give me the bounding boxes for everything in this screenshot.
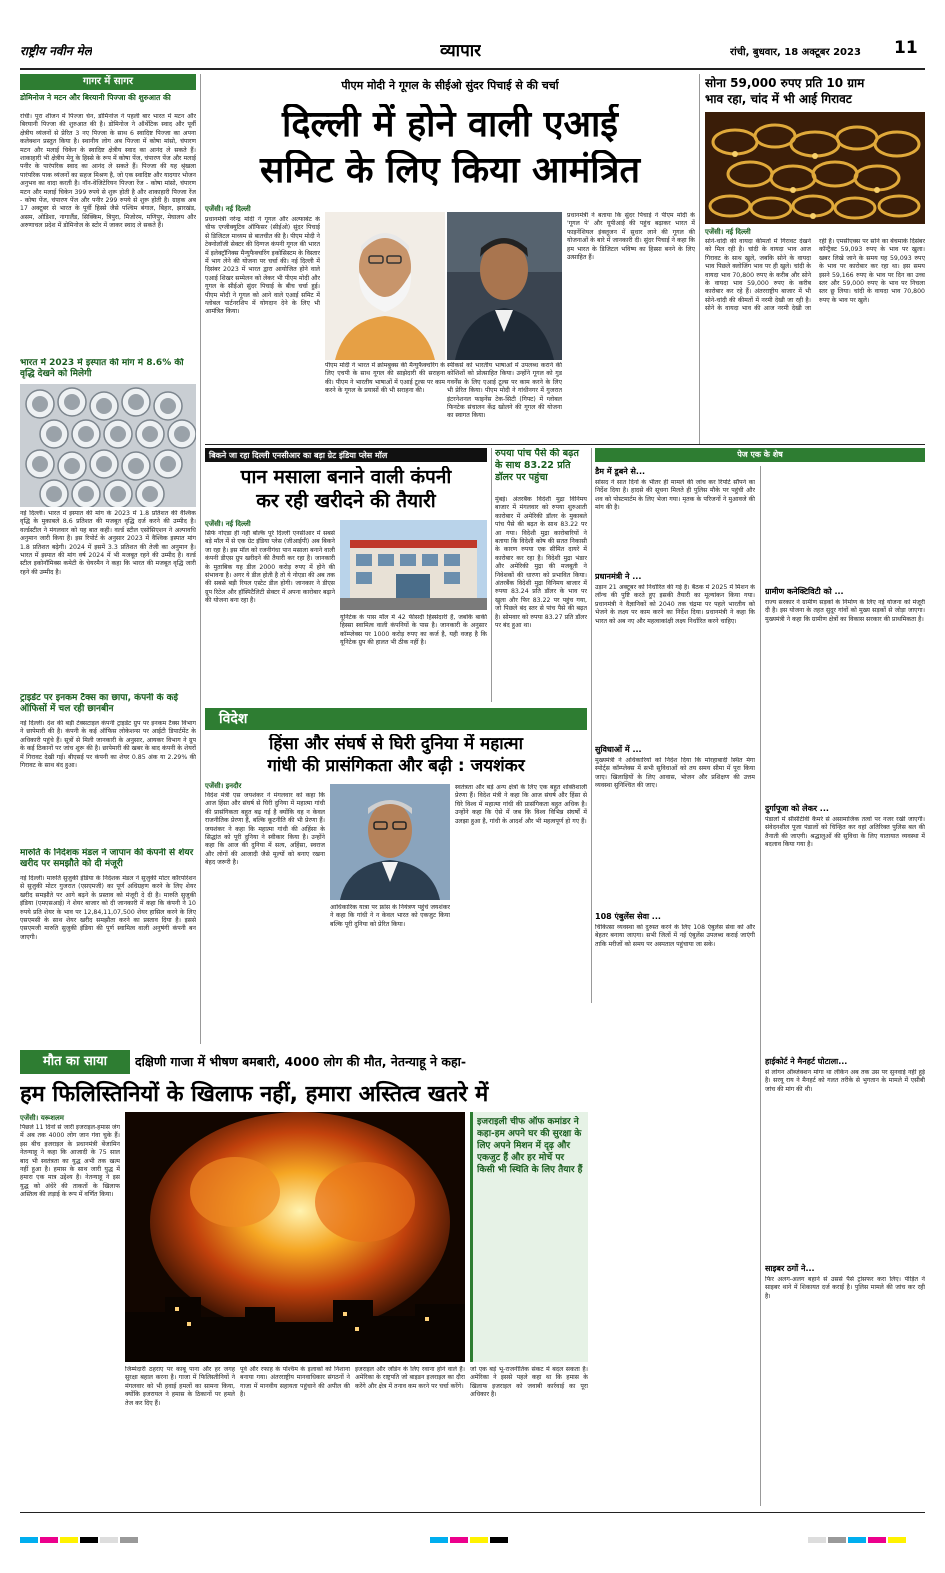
sidebar-story4-headline: मारुति के निदेशक मंडल ने जापान की कंपनी से शेयर खरीद पर समझौते को दी मंजूरी	[20, 848, 194, 869]
sidebar-story2-headline: भारत में 2023 में इस्पात की मांग में 8.6% की वृद्धि देखने को मिलेगी	[20, 358, 184, 379]
gaza-kicker: दक्षिणी गाजा में भीषण बमबारी, 4000 लोग की मौत, नेतन्याहू ने कहा-	[135, 1054, 467, 1069]
rupee-headline: रुपया पांच पैसे की बढ़त के साथ 83.22 प्रति डॉलर पर पहुंचा	[495, 448, 579, 483]
lead-body-left: प्रधानमंत्री नरेन्द्र मोदी ने गूगल और अल्फाबेट के चीफ एग्जीक्यूटिव ऑफिसर (सीईओ) सुंदर पिचाई से डिजिटल माध्यम से बातचीत की है। पीएम मोदी ने टेक्नोलॉजी सेक्टर की दिग्गज कंपनी गूगल की भारत में इलेक्ट्रॉनिक्स मैन्युफैक्चरिंग इकोसिस्टम के विस्तार में भाग लेने की योजना पर चर्चा की। नई दिल्ली में दिसंबर 2023 में भारत द्वारा आयोजित होने वाले एआई शिखर सम्मेलन को लेकर भी पीएम मोदी और गूगल के सीईओ सुंदर पिचाई के बीच चर्चा हुई। पीएम मोदी ने गूगल को आने वाले एआई समिट में ग्लोबल पार्टनरशिप में योगदान देने के लिए भी आमंत्रित किया।	[205, 216, 320, 316]
mall-headline-line2: कर रही खरीदने की तैयारी	[256, 490, 436, 512]
gaza-sidebar-body: जो एक बड़े भू-राजनीतिक संकट में बदल सकता है। अमेरिका ने इससे पहले कहा था कि हमास के खिलाफ इजराइल को जवाबी कार्रवाई का पूरा अधिकार है।	[470, 1366, 588, 1399]
page-one-sec7-body: से लोगन ऑब्जेक्शन मांगा था लेकिन अब तक उस पर सुनवाई नहीं हुई है। सरयू राय ने मैनहर्ट को गलत तरीके से भुगतान के मामले में एसीबी जांच की मांग की थी।	[765, 1069, 925, 1093]
sidebar-label	[20, 74, 196, 90]
videsh-photo-caption: आधिकारिक यात्रा पर फ्रांस के नियंत्रण पहुंचे जयशंकर ने कहा कि गांधी ने न केवल भारत को एकजुट किया बल्कि पूरी दुनिया को प्रेरित किया।	[330, 904, 450, 928]
gaza-body4: इजराइल और जॉर्डन के लिए रवाना होने वाले हैं। अमेरिका के राष्ट्रपति जो बाइडन इजराइल का दौरा करेंगे और क्षेत्र में तनाव कम करने पर चर्चा करेंगे।	[355, 1366, 465, 1390]
sidebar-story4-body: नई दिल्ली। मारुति सुजुकी इंडिया के निदेशक मंडल ने सुजुकी मोटर कॉरपोरेशन से सुजुकी मोटर गुजरात (एसएमजी) का पूर्ण अधिग्रहण करने के लिए शेयर खरीद समझौते पर आगे बढ़ने के प्रस्ताव को मंजूरी दे दी है। मारुति सुजुकी इंडिया (एमएसआई) ने शेयर बाजार को दी जानकारी में कहा कि कंपनी ने 10 रुपये प्रति शेयर के भाव पर 12,84,11,07,500 शेयर हासिल करने के लिए एसएमसी के साथ शेयर खरीद समझौता करने का प्रस्ताव दिया है। इससे एसएमजी मारुति सुजुकी इंडिया की पूर्ण स्वामित्व वाली अनुषंगी कंपनी बन जाएगी।	[20, 875, 196, 941]
sidebar-story3-headline: ट्राइडेंट पर इनकम टैक्स का छापा, कंपनी के कई ऑफिसों में चल रही छानबीन	[20, 693, 179, 714]
lead-bottom-rule	[205, 444, 925, 445]
page-one-sec1-body: सांसद ने सात दिनों के भीतर ही मामले की जांच कर रिपोर्ट सौंपने का निर्देश दिया है। हादसे की सूचना मिलते ही पुलिस मौके पर पहुंची और शव को पोस्टमार्टम के लिए भेजा गया। मृतक के परिजनों ने मुआवजे की मांग की है।	[595, 479, 755, 512]
sidebar-story1-body: रांची। पूरा शीजन में पिज्जा चेन, डोमिनोज ने पहली बार भारत में मटन और बिरयानी पिज्जा की शुरुआत की है। डोमिनोज ने ऑथेंटिक स्वाद और पूर्वी क्षेत्रीय व्यंजनों से प्रेरित 3 नए पिज्जा के साथ 6 स्वादिष्ट पिज्जा का अपना कलेक्शन प्रस्तुत किया है। स्थानीय लोग अब पिज्जा में कोषा मांसो, चंपारण मटन और मलाई चिकेन के स्वादिष्ट क्षेत्रीय स्वाद का आनंद ले सकते हैं। शाकाहारी भी क्षेत्रीय मेनू के हिस्से के रूप में कोषा पेंज, चंपारण पेंज और मलाई पनीर के पारंपरिक स्वाद का आनंद ले सकते हैं। पिज्जा की यह श्रृंखला पारंपरिक पाक व्यंजनों का सहज मिश्रण है, जो एक स्वादिष्ट और यादगार भोजन अनुभव का वादा करती है। नॉन-वेजिटेरियन पिज्जा रेंज - कोषा मांसो, चंपारण मटन और मलाई चिकेन 399 रुपये से शुरू होती है और शाकाहारी पिज्जा रेंज - कोषा पेंज, चंपारण पेंज और पनीर 299 रुपये से शुरू होती है। ग्राहक अब 17 अक्टूबर से भारत के पूर्वी हिस्से जैसे पश्चिम बंगाल, बिहार, झारखंड, असम, ओडिशा, नागालैंड, सिक्किम, त्रिपुरा, मिजोरम, मणिपुर, मेघालय और अरुणाचल प्रदेश में डोमिनोज के स्टोर में जाकर स्वाद ले सकते हैं।	[20, 113, 196, 230]
steel-pipes-photo	[20, 384, 196, 507]
sidebar-story3-body: नई दिल्ली। देश की बड़ी टेक्सटाइल कंपनी ट्राइडेंट ग्रुप पर इनकम टैक्स विभाग ने छापेमारी की है। कंपनी के कई ऑफिस लोकेशन्स पर आईटी डिपार्टमेंट के अधिकारी पहुंचे हैं। सूत्रों से मिली जानकारी के अनुसार, आयकर विभाग ने ग्रुप के कई ठिकानों पर जांच शुरू की है। छापेमारी की खबर के बाद कंपनी के शेयरों में गिरावट देखी गई। बीएसई पर कंपनी का शेयर 0.85 अंक या 2.29% की गिरावट के साथ बंद हुआ।	[20, 720, 196, 770]
gaza-headline: हम फिलिस्तिनियों के खिलाफ नहीं, हमारा अस्तित्व खतरे में	[20, 1082, 489, 1107]
page-one-divider	[760, 466, 761, 1506]
gaza-byline: एजेंसी। यरूशलम	[20, 1114, 64, 1122]
lead-body-mid: स्पीकर्स को भारतीय भाषाओं में उपलब्ध कराने की कोशिशों को प्रोत्साहित किया। उन्होंने गूगल को गुड गवर्नेंस के लिए एआई टूल्स पर काम करने के लिए भी प्रेरित किया। पीएम मोदी ने गांधीनगर में गुजरात इंटरनेशनल फाइनेंस टेक-सिटी (गिफ्ट) में ग्लोबल फिनटेक संचालन केंद्र खोलने की गूगल की योजना का स्वागत किया।	[447, 362, 562, 420]
footer-rule	[20, 1512, 925, 1513]
gaza-sidebar-headline: इजराइली चीफ ऑफ कमांडर ने कहा-हम अपने घर की सुरक्षा के लिए अपने मिशन में दृढ़ और एकजुट हैं और हर मोर्चे पर किसी भी स्थिति के लिए तैयार हैं	[477, 1117, 583, 1175]
gaza-bombing-photo	[125, 1112, 465, 1362]
lead-divider	[699, 74, 700, 444]
page-one-sec4-title: 108 एंबुलेंस सेवा ...	[595, 912, 661, 921]
gold-headline-line2: भाव रहा, चांद में भी आई गिरावट	[705, 92, 852, 106]
videsh-label	[205, 708, 587, 730]
page-one-sec3-title: सुविधाओं में ...	[595, 745, 642, 754]
color-registration-strip-right	[808, 1528, 925, 1536]
videsh-body2: स्वतंत्रता और बड़े अन्य क्षेत्रों के लिए एक बहुत शक्तिशाली प्रेरणा हैं। विदेश मंत्री ने कहा कि आज संघर्ष और हिंसा से घिरे विश्व में महात्मा गांधी की प्रासंगिकता बहुत अधिक है। उन्होंने कहा कि ऐसे में जब कि विश्व विभिन्न संघर्षों में उलझा हुआ है, गांधी के आदर्श और भी महत्वपूर्ण हो गए हैं।	[455, 784, 587, 825]
mall-body2: यूनिटेक के पास मॉल में 42 फीसदी हिस्सेदारी है, जबकि बाकी हिस्सा स्वामित्व वाली कंपनियों के पास है। जानकारी के अनुसार कॉम्प्लेक्स पर 1000 करोड़ रुपए का कर्ज है, यही वजह है कि यूनिटेक ग्रुप की हालत भी ठीक नहीं है।	[340, 614, 487, 647]
page-one-col2	[765, 466, 925, 1508]
sidebar-story2-body: नई दिल्ली। भारत में इस्पात की मांग के 2023 में 1.8 प्रतिशत की वैश्विक वृद्धि के मुकाबले 8.6 प्रतिशत की मजबूत वृद्धि दर्ज करने की उम्मीद है। वर्ल्डस्टील ने मंगलवार को यह बात कही। वर्ल्ड स्टील एसोसिएशन ने अल्पावधि अनुमान जारी किया है। इस रिपोर्ट के अनुसार 2023 में वैश्विक इस्पात मांग 1.8 प्रतिशत बढ़ेगी। 2024 में इसमें 3.3 प्रतिशत की तेजी का अनुमान है। भारत में इस्पात की मांग वर्ष 2024 में भी मजबूत रहने की उम्मीद है। वर्ल्ड स्टील इकोनॉमिक्स कमेटी के चेयरमैन ने कहा कि भारत की मजबूत वृद्धि जारी रहने की उम्मीद है।	[20, 510, 196, 576]
page-one-sec8-body: फिर अलग-अलग बहाने से उससे पैसे ट्रांसफर करा लिए। पीड़ित ने साइबर थाने में शिकायत दर्ज कराई है। पुलिस मामले की जांच कर रही है।	[765, 1276, 925, 1300]
mall-photo	[340, 520, 487, 610]
dateline: रांची, बुधवार, 18 अक्टूबर 2023	[730, 47, 861, 58]
modi-photo	[325, 212, 445, 360]
mall-headline-line1: पान मसाला बनाने वाली कंपनी	[240, 466, 452, 488]
page-one-sec6-title: दुर्गापूजा को लेकर ...	[765, 804, 829, 813]
color-registration-strip-center	[430, 1528, 520, 1536]
mall-byline: एजेंसी। नई दिल्ली	[205, 520, 251, 528]
videsh-headline-line2: गांधी की प्रासंगिकता और बढ़ी : जयशंकर	[267, 756, 525, 776]
videsh-byline: एजेंसी। इनदौर	[205, 782, 242, 790]
page-one-label	[595, 448, 925, 462]
mall-divider	[491, 448, 492, 702]
page-one-sec5-title: ग्रामीण कनेक्टिविटी को ...	[765, 587, 844, 596]
sidebar-story1-headline: डोमिनोज ने मटन और बिरयानी पिज्जा की शुरुआत की	[20, 93, 171, 102]
lead-byline: एजेंसी। नई दिल्ली	[205, 205, 251, 213]
lead-photo-caption: पीएम मोदी ने भारत में क्रोमबुक्स की मैन्युफैक्चरिंग के लिए एचपी के साथ गूगल की साझेदारी की सराहना की। पीएम ने भारतीय भाषाओं में एआई टूल्स पर काम करने के गूगल के प्रयासों की भी सराहना की।	[325, 362, 445, 395]
videsh-label-text: विदेश	[219, 711, 248, 727]
sidebar-divider	[200, 74, 201, 1044]
pichai-photo	[447, 212, 562, 360]
page-one-sec1-title: डैम में डूबने से...	[595, 467, 646, 476]
page-one-sec2-body: उड़ान 21 अक्टूबर को निर्धारित की गई है। बैठक में 2025 में मिशन के लॉन्च की पुष्टि करते हुए इसकी तैयारी का मूल्यांकन किया गया। प्रधानमंत्री ने वैज्ञानिकों को 2040 तक चंद्रमा पर पहले भारतीय को भेजने के लक्ष्य पर काम करने का निर्देश दिया। प्रधानमंत्री ने कहा कि भारत को अब नए और महत्वाकांक्षी लक्ष्य निर्धारित करने चाहिए।	[595, 584, 755, 625]
lead-body-right: प्रधानमंत्री ने बताया कि सुंदर पिचाई ने पीएम मोदी के 'गूगल पे' और यूपीआई की पहुंच बढ़ाकर भारत में फाइनेंशियल इंक्लूजन में सुधार लाने की गूगल की योजनाओं के बारे में जानकारी दी। सुंदर पिचाई ने कहा कि हम भारत के डिजिटल भविष्य का हिस्सा बनने के लिए उत्साहित हैं।	[567, 212, 695, 262]
gold-jewellery-photo	[705, 112, 925, 224]
page-one-sec6-body: पंडालों में सीसीटीवी कैमरे से असामाजिक तत्वों पर नजर रखी जाएगी। संवेदनशील पूजा पंडालों को चिन्हित कर वहां अतिरिक्त पुलिस बल की तैनाती की जाएगी। श्रद्धालुओं की सुविधा के लिए यातायात व्यवस्था में बदलाव किया गया है।	[765, 816, 925, 849]
gold-body: सोने-चांदी की वायदा कीमतों में गिरावट देखने को मिल रही है। चांदी के वायदा भाव आज गिरावट के साथ खुले, जबकि सोने के वायदा भाव पिछले क्लोजिंग भाव पर ही खुले। चांदी के वायदा भाव 70,800 रुपए के करीब और सोने के वायदा भाव 59,000 रुपए के करीब कारोबार कर रहे हैं। अंतरराष्ट्रीय बाजार में भी सोने-चांदी की कीमतों में नरमी देखी जा रही है। सोने के वायदा भाव की आज नरमी देखी जा रही है। एमसीएक्स पर सोने का बेंचमार्क दिसंबर कॉन्ट्रैक्ट 59,093 रुपए के भाव पर खुला। खबर लिखे जाने के समय यह 59,093 रुपए के भाव पर कारोबार कर रहा था। इस समय इसने 59,166 रुपए के भाव पर दिन का उच्च स्तर और 59,000 रुपए के भाव पर निचला स्तर छू लिया। चांदी के वायदा भाव 70,800 रुपए के भाव पर खुले।	[705, 238, 925, 313]
masthead	[20, 38, 925, 66]
page-number: 11	[894, 38, 918, 58]
page-one-sec7-title: हाईकोर्ट ने मैनहर्ट घोटाला...	[765, 1057, 848, 1066]
lead-kicker: पीएम मोदी ने गूगल के सीईओ सुंदर पिचाई से की चर्चा	[341, 79, 559, 92]
mall-kicker-bar	[205, 448, 487, 462]
newspaper-logo: राष्ट्रीय नवीन मेल	[20, 44, 92, 58]
page-one-sec4-body: चिकित्सा व्यवस्था को दुरुस्त करने के लिए 108 एंबुलेंस सेवा को और बेहतर बनाया जाएगा। सभी जिलों में नई एंबुलेंस उपलब्ध कराई जाएंगी ताकि मरीजों को समय पर अस्पताल पहुंचाया जा सके।	[595, 924, 755, 948]
rupee-divider	[591, 448, 592, 1003]
gaza-label	[20, 1050, 130, 1074]
jaishankar-photo	[330, 784, 450, 900]
page-one-sec3-body: मुख्यमंत्री ने अधिकारियों को निर्देश दिया कि मोरहाबादी स्थित मेगा स्पोर्ट्स कॉम्प्लेक्स में सभी सुविधाओं को तय समय सीमा में पूरा किया जाए। खिलाड़ियों के लिए आवास, भोजन और प्रशिक्षण की उत्तम व्यवस्था सुनिश्चित की जाए।	[595, 757, 755, 790]
page-one-label-text: पेज एक के शेष	[737, 450, 783, 459]
gold-byline: एजेंसी। नई दिल्ली	[705, 228, 751, 236]
gaza-label-text: मौत का साया	[42, 1054, 108, 1069]
gaza-body3: पूर्व और रफाह के पश्चिम के इलाकों को निशाना बनाया गया। अंतरराष्ट्रीय मानवाधिकार संगठनों ने गाजा में मानवीय सहायता पहुंचाने की अपील की है।	[240, 1366, 350, 1399]
page-one-sec8-title: साइबर ठगों ने...	[765, 1264, 815, 1273]
gaza-body: पिछले 11 दिनों से जारी इजराइल-हमास जंग में अब तक 4000 लोग जान गंवा चुके हैं। इस बीच इजराइल के प्रधानमंत्री बेंजामिन नेतन्याहू ने कहा कि आजादी के 75 साल बाद भी स्वतंत्रता का युद्ध अभी तक खत्म नहीं हुआ है। हमास के साथ जारी युद्ध में हमारा एक मात्र उद्देश्य है। नेतन्याहू ने इस युद्ध को अंधेरे की ताकतों के खिलाफ अस्तित्व की लड़ाई के रूप में वर्णित किया।	[20, 1124, 120, 1199]
videsh-headline-line1: हिंसा और संघर्ष से घिरी दुनिया में महात्मा	[269, 734, 523, 754]
gaza-sidebar	[470, 1112, 588, 1362]
page-one-sec2-title: प्रधानमंत्री ने ...	[595, 572, 642, 581]
page-one-sec5-body: राज्य सरकार ने ग्रामीण सड़कों के निर्माण के लिए नई योजना को मंजूरी दी है। इस योजना के तहत सुदूर गांवों को मुख्य सड़कों से जोड़ा जाएगा। मुख्यमंत्री ने कहा कि ग्रामीण क्षेत्रों का विकास सरकार की प्राथमिकता है।	[765, 599, 925, 623]
lead-headline-line2: समिट के लिए किया आमंत्रित	[260, 150, 640, 191]
rupee-body: मुंबई। अंतरबैंक विदेशी मुद्रा विनिमय बाजार में मंगलवार को रुपया शुरुआती कारोबार में अमेरिकी डॉलर के मुकाबले पांच पैसे की बढ़त के साथ 83.22 पर आ गया। विदेशी मुद्रा कारोबारियों ने बताया कि विदेशी कोष की सतत निकासी के कारण रुपया एक सीमित दायरे में कारोबार कर रहा है। विदेशी मुद्रा भंडार और अमेरिकी मुद्रा की मजबूती ने निवेशकों की धारणा को प्रभावित किया। अंतरबैंक विदेशी मुद्रा विनिमय बाजार में रुपया 83.24 प्रति डॉलर के भाव पर खुला और फिर 83.22 पर पहुंच गया, जो पिछले बंद स्तर से पांच पैसे की बढ़त है। सोमवार को रुपया 83.27 प्रति डॉलर पर बंद हुआ था।	[495, 496, 587, 630]
mall-body: सिर्फ नोएडा ही नहीं बल्कि पूरे दिल्ली एनसीआर में सबसे बड़े मॉल में से एक ग्रेट इंडिया प्लेस (जीआईपी) अब बिकने जा रहा है। इस मॉल को रजनीगंधा पान मसाला बनाने वाली कंपनी डीएस ग्रुप खरीदने की तैयारी कर रहा है। जानकारी के मुताबिक यह डील 2000 करोड़ रुपए में होने की संभावना है। अगर ये डील होती है तो ये नोएडा की अब तक की सबसे बड़ी रियल एस्टेट डील होगी। जानकार ने डीएस ग्रुप रिटेल और हॉस्पिटैलिटी सेक्टर में अपना कारोबार बढ़ाने की योजना बना रहा है।	[205, 530, 335, 605]
mall-kicker: बिकने जा रहा दिल्ली एनसीआर का बड़ा ग्रेट इंडिया प्लेस मॉल	[209, 451, 388, 460]
masthead-rule	[20, 68, 925, 70]
sidebar-label-text: गागर में सागर	[83, 76, 133, 87]
page-one-col1	[595, 466, 755, 1004]
section-title: व्यापार	[440, 41, 482, 61]
gaza-body2: जिम्मेदारी ठहराए पर काबू पाना और हर जगह सुरक्षा बहाल करना है। गाजा में फिलिस्तीनियों ने मंगलवार को भी हवाई हमलों का सामना किया, क्योंकि इजरायल ने हमास के ठिकानों पर हमले तेज कर दिए हैं।	[125, 1366, 235, 1407]
videsh-body: विदेश मंत्री एस जयशंकर ने मंगलवार को कहा कि आज हिंसा और संघर्ष से घिरी दुनिया में महात्मा गांधी की प्रासंगिकता बहुत बढ़ गई है क्योंकि वह न केवल राजनीतिक प्रेरणा हैं, बल्कि कूटनीति की भी प्रेरणा हैं। जयशंकर ने कहा कि महात्मा गांधी की अहिंसा के सिद्धांत को पूरी दुनिया ने स्वीकार किया है। उन्होंने कहा कि आज की दुनिया में सत्य, अहिंसा, स्वराज और लोगों की आजादी जैसे मूल्यों को बनाए रखना बेहद जरूरी है।	[205, 792, 325, 867]
gold-headline-line1: सोना 59,000 रुपए प्रति 10 ग्राम	[705, 76, 865, 90]
lead-headline-line1: दिल्ली में होने वाली एआई	[282, 104, 618, 145]
